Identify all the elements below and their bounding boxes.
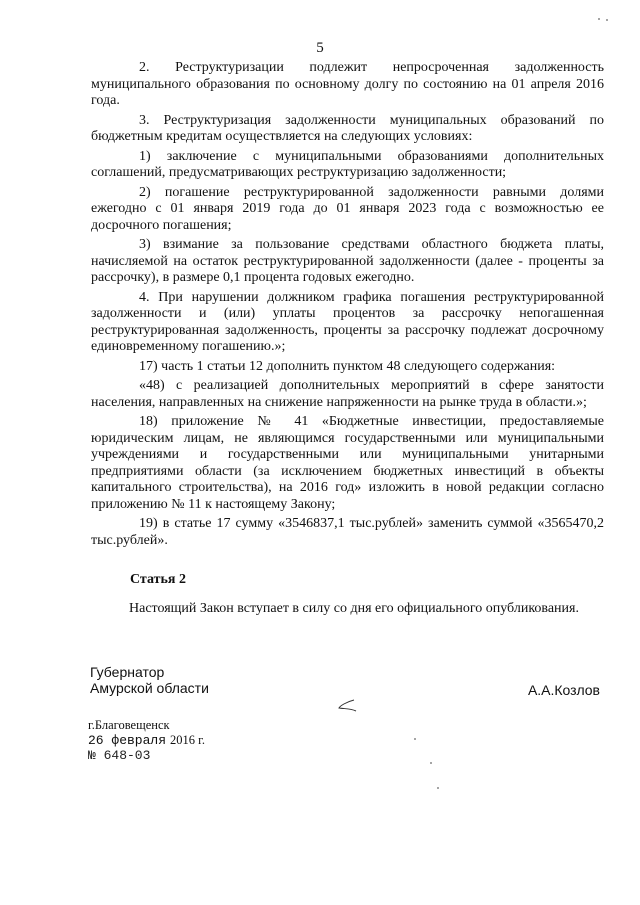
signing-date bbox=[88, 733, 205, 748]
article-2-heading: Статья 2 bbox=[130, 572, 186, 587]
signatory-title bbox=[90, 664, 209, 696]
signatory-name: А.А.Козлов bbox=[527, 682, 600, 698]
item-48: «48) с реализацией дополнительных мероприятий в сфере занятости населения, направленных на снижение напряженности на рынке труда в области.»; bbox=[91, 378, 604, 410]
document-body bbox=[91, 60, 604, 549]
scan-speck bbox=[430, 762, 432, 764]
article-2-text: Настоящий Закон вступает в силу со дня его официального опубликования. bbox=[129, 601, 579, 616]
amendment-18: 18) приложение № 41 «Бюджетные инвестиции, предоставляемые юридическим лицам, не являющимся государственными или муниципальными учреждениями и государственными или муниципальными унитарными предприятиями области (за исключением бюджетных инвестиций в объекты капитального строительства), на 2016 год» изложить в новой редакции согласно приложению № 11 к настоящему Закону; bbox=[91, 414, 604, 512]
signatory-title-line-1: Губернатор bbox=[90, 664, 165, 680]
law-number: № 648-03 bbox=[88, 748, 151, 763]
scan-speck bbox=[414, 738, 416, 740]
signature-mark-icon bbox=[336, 698, 358, 714]
scan-speck bbox=[606, 19, 608, 21]
signing-date-year: 2016 г. bbox=[170, 733, 205, 747]
paragraph-4-violation: 4. При нарушении должником графика погашения реструктурированной задолженности и (или) уплаты процентов за рассрочку непогашенная реструктурированная задолженность, проценты за рассрочку подлежат досрочному единовременному погашению.»; bbox=[91, 289, 604, 354]
condition-2: 2) погашение реструктурированной задолженности равными долями ежегодно с 01 января 2019 года до 01 января 2023 года с возможностью ее досрочного погашения; bbox=[91, 184, 604, 233]
paragraph-3-conditions: 3. Реструктуризация задолженности муниципальных образований по бюджетным кредитам осуществляется на следующих условиях: bbox=[91, 112, 604, 144]
scan-speck bbox=[437, 787, 439, 789]
amendment-17: 17) часть 1 статьи 12 дополнить пунктом 48 следующего содержания: bbox=[139, 358, 556, 374]
signatory-title-line-2: Амурской области bbox=[90, 680, 209, 696]
condition-1: 1) заключение с муниципальными образованиями дополнительных соглашений, предусматривающих реструктуризацию задолженности; bbox=[91, 148, 604, 180]
place-of-signing: г.Благовещенск bbox=[88, 718, 170, 732]
page-number: 5 bbox=[316, 40, 324, 56]
signing-date-day-month: 26 февраля bbox=[88, 733, 167, 748]
paragraph-2-restructuring-scope: 2. Реструктуризации подлежит непросроченная задолженность муниципального образования по основному долгу по состоянию на 01 апреля 2016 года. bbox=[91, 60, 604, 108]
condition-3: 3) взимание за пользование средствами областного бюджета платы, начисляемой на остаток реструктурированной задолженности (далее - проценты за рассрочку), в размере 0,1 процента годовых ежегодно. bbox=[91, 237, 604, 285]
amendment-19: 19) в статье 17 сумму «3546837,1 тыс.рублей» заменить суммой «3565470,2 тыс.рублей». bbox=[91, 516, 604, 548]
scan-speck bbox=[598, 18, 600, 20]
